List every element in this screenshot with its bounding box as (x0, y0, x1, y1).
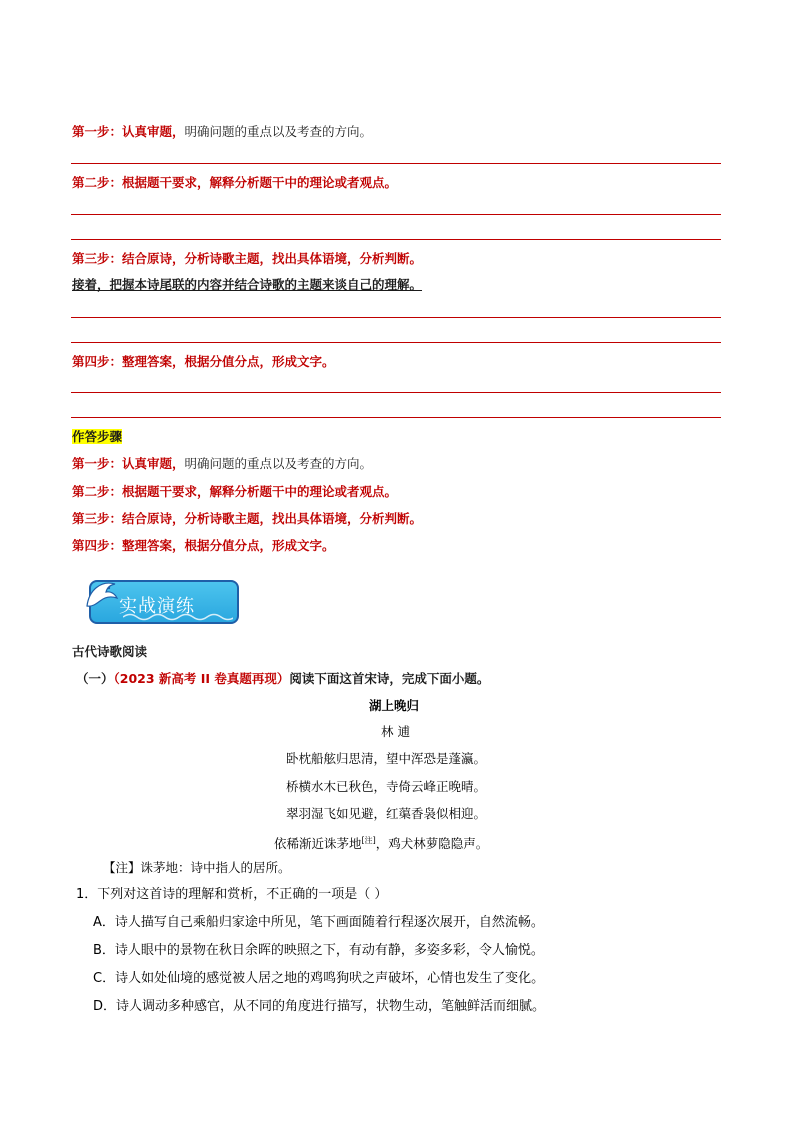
poem-line-4-a: 依稀渐近诛茅地 (274, 836, 362, 852)
poem-line-1: 卧枕船舷归思清，望中浑恐是蓬瀛。 (286, 751, 487, 766)
option-a: A．诗人描写自己乘船归家途中所见，笔下画面随着行程逐次展开，自然流畅。 (93, 915, 544, 930)
practice-banner (83, 576, 240, 627)
poem-line-3: 翠羽湿飞如见避，红蕖香袅似相迎。 (286, 806, 487, 821)
answer-step4: 第四步：整理答案，根据分值分点，形成文字。 (72, 538, 335, 553)
answer-step3: 第三步：结合原诗，分析诗歌主题，找出具体语境，分析判断。 (72, 511, 423, 526)
option-b: B．诗人眼中的景物在秋日余晖的映照之下，有动有静，多姿多彩，令人愉悦。 (93, 943, 544, 958)
intro-rest: 阅读下面这首宋诗，完成下面小题。 (289, 671, 490, 686)
step3-note: 接着，把握本诗尾联的内容并结合诗歌的主题来谈自己的理解。 (72, 277, 423, 292)
poem-footnote-marker: [注] (361, 836, 376, 845)
section-title: 古代诗歌阅读 (72, 644, 148, 659)
answer-step1 (72, 456, 372, 472)
answer-rule (71, 214, 721, 215)
option-c: C．诗人如处仙境的感觉被人居之地的鸡鸣狗吠之声破坏，心情也发生了变化。 (93, 971, 545, 986)
step1-line (72, 124, 372, 140)
answer-step1-rest: 明确问题的重点以及考查的方向。 (184, 456, 373, 471)
step4-line: 第四步：整理答案，根据分值分点，形成文字。 (72, 354, 335, 369)
answer-rule (71, 417, 721, 418)
answer-step2: 第二步：根据题干要求，解释分析题干中的理论或者观点。 (72, 484, 398, 499)
poem-line-4 (274, 833, 488, 852)
answer-step1-head: 第一步：认真审题， (72, 456, 185, 471)
option-d: D．诗人调动多种感官，从不同的角度进行描写，状物生动，笔触鲜活而细腻。 (93, 999, 546, 1014)
step3-line: 第三步：结合原诗，分析诗歌主题，找出具体语境，分析判断。 (72, 251, 423, 266)
step1-rest: 明确问题的重点以及考查的方向。 (184, 124, 373, 139)
intro-prefix: （一） (76, 671, 114, 686)
question-stem: 1．下列对这首诗的理解和赏析，不正确的一项是（ ） (76, 887, 388, 902)
answer-rule (71, 392, 721, 393)
poem-note: 【注】诛茅地：诗中指人的居所。 (103, 860, 291, 875)
answer-rule (71, 317, 721, 318)
intro-source: （2023 新高考 II 卷真题再现） (113, 671, 290, 686)
answer-rule (71, 239, 721, 240)
answer-steps-heading (72, 429, 122, 445)
poem-line-2: 桥横水木已秋色，寺倚云峰正晚晴。 (286, 779, 487, 794)
banner-label: 实战演练 (119, 596, 195, 617)
poem-title: 湖上晚归 (369, 698, 420, 713)
answer-rule (71, 163, 721, 164)
poem-author: 林 逋 (381, 724, 410, 739)
step1-head: 第一步：认真审题， (72, 124, 185, 139)
section-intro (76, 671, 489, 687)
step2-line: 第二步：根据题干要求，解释分析题干中的理论或者观点。 (72, 175, 398, 190)
dolphin-icon (83, 576, 123, 616)
answer-steps-heading-text: 作答步骤 (72, 429, 123, 444)
answer-rule (71, 342, 721, 343)
poem-line-4-b: ，鸡犬林萝隐隐声。 (375, 836, 489, 852)
